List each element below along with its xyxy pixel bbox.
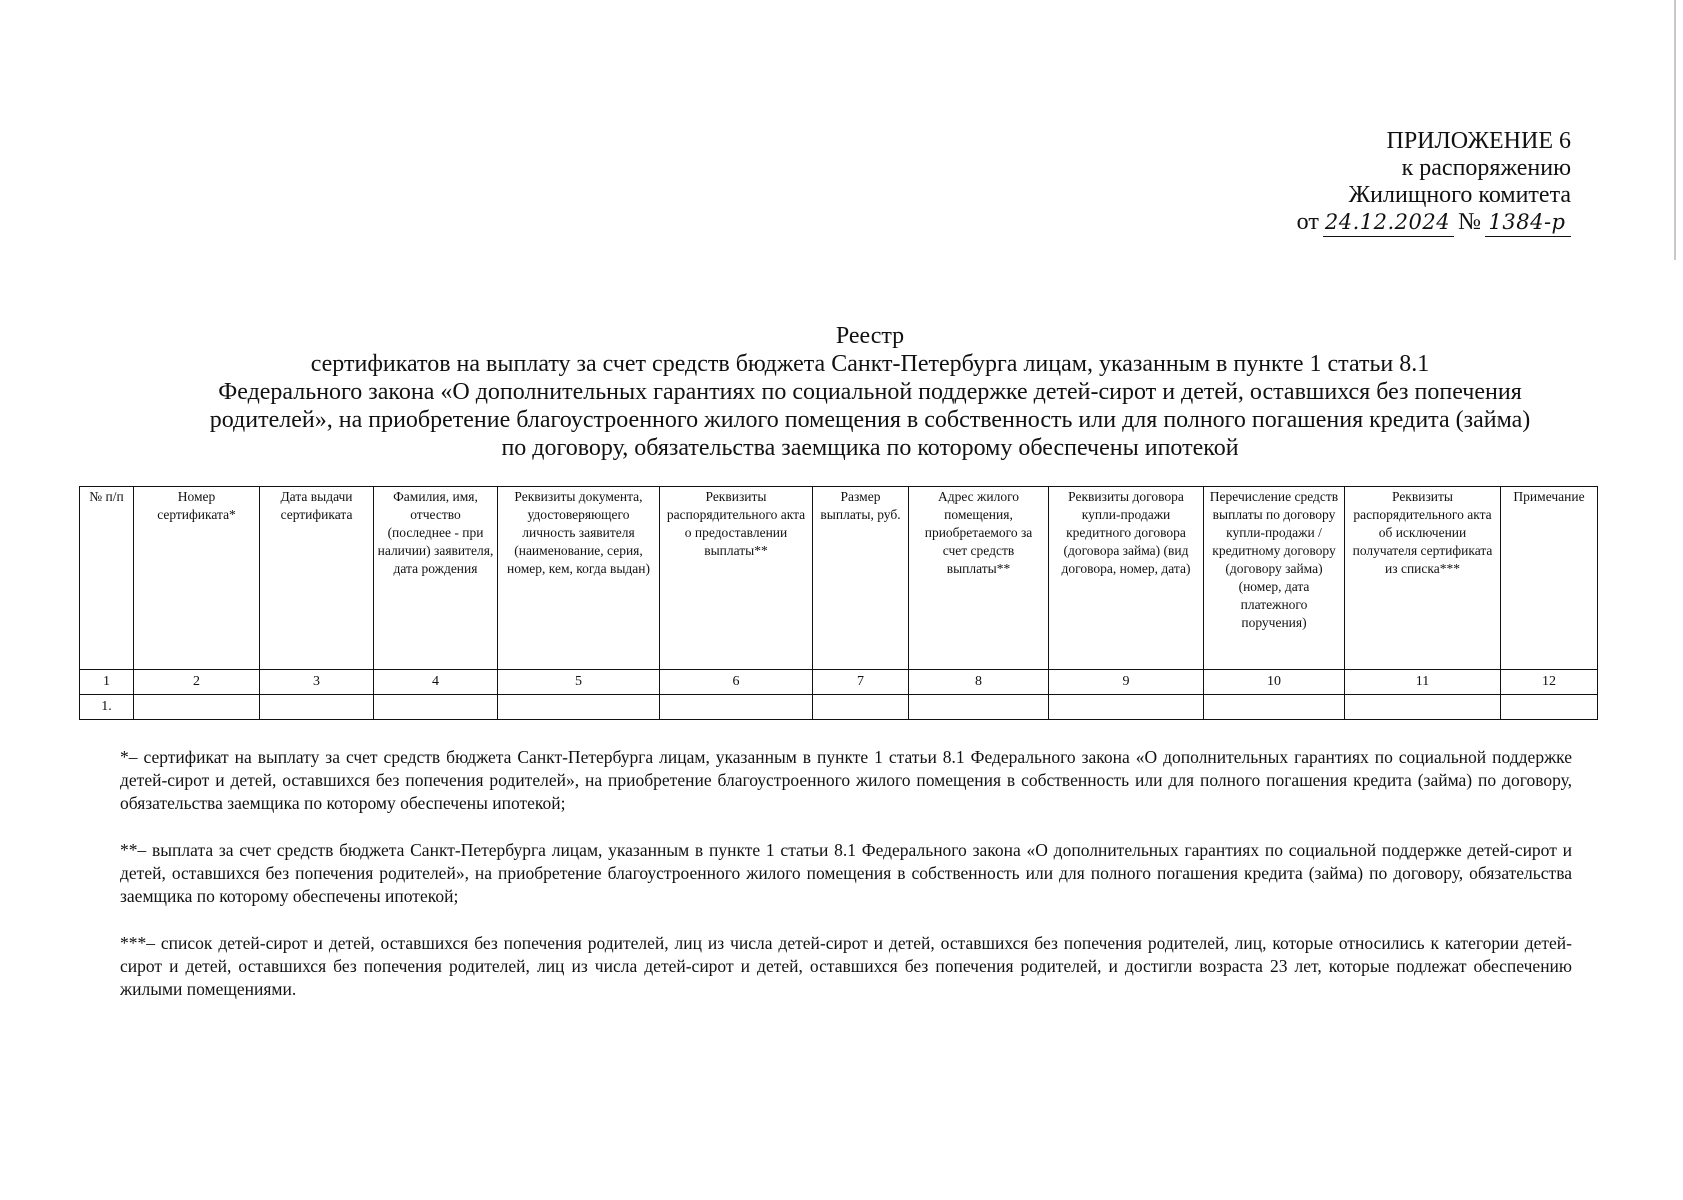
table-cell [1345,695,1501,720]
col-header-4: Фамилия, имя, отчество (последнее - при наличии) заявителя, дата рождения [374,487,498,670]
col-header-6: Реквизиты распорядительного акта о предоставлении выплаты** [660,487,813,670]
column-number: 8 [909,670,1049,695]
column-number: 11 [1345,670,1501,695]
col-header-11: Реквизиты распорядительного акта об исключении получателя сертификата из списка*** [1345,487,1501,670]
col-header-7: Размер выплаты, руб. [813,487,909,670]
column-number: 4 [374,670,498,695]
registry-table [79,486,1598,720]
table-cell [1049,695,1204,720]
column-number: 5 [498,670,660,695]
col-header-10: Перечисление средств выплаты по договору купли-продажи /кредитному договору (договору займа) (номер, дата платежного поручения) [1204,487,1345,670]
appendix-committee-line: Жилищного комитета [1348,182,1571,208]
column-number: 7 [813,670,909,695]
column-number: 10 [1204,670,1345,695]
table-cell [1501,695,1598,720]
footnote-1: *– сертификат на выплату за счет средств бюджета Санкт-Петербурга лицам, указанным в пункте 1 статьи 8.1 Федерального закона «О дополнительных гарантиях по социальной поддержке детей-сирот и детей, оставшихся без попечения родителей», на приобретение благоустроенного жилого помещения в собственность или для полного погашения кредита (займа) по договору, обязательства заемщика по которому обеспечены ипотекой; [120,747,1572,813]
scan-edge-line [1674,0,1676,260]
appendix-date-line [1241,209,1571,237]
column-number: 3 [260,670,374,695]
table-cell [909,695,1049,720]
col-header-2: Номер сертификата* [134,487,260,670]
table-cell [260,695,374,720]
appendix-header [1241,128,1571,237]
column-number: 9 [1049,670,1204,695]
footnotes [120,746,1572,1025]
column-number: 12 [1501,670,1598,695]
table-cell: 1. [80,695,134,720]
column-number: 6 [660,670,813,695]
column-number: 2 [134,670,260,695]
table-cell [374,695,498,720]
table-cell [134,695,260,720]
table-cell [1204,695,1345,720]
title-line-2: сертификатов на выплату за счет средств бюджета Санкт-Петербурга лицам, указанным в пункте 1 статьи 8.1 [310,351,1430,377]
title-line-4: родителей», на приобретение благоустроенного жилого помещения в собственность или для полного погашения кредита (займа) [209,407,1531,433]
table-row [80,695,1598,720]
from-label: от [1296,209,1319,235]
number-label: № [1458,209,1481,235]
col-header-1: № п/п [80,487,134,670]
col-header-3: Дата выдачи сертификата [260,487,374,670]
col-header-12: Примечание [1501,487,1598,670]
title-line-1: Реестр [835,323,905,349]
handwritten-number: 1384-р [1485,209,1571,237]
title-line-5: по договору, обязательства заемщика по которому обеспечены ипотекой [501,435,1239,461]
table-cell [813,695,909,720]
table-cell [498,695,660,720]
handwritten-date: 24.12.2024 [1323,209,1454,237]
appendix-order-line: к распоряжению [1401,155,1571,181]
column-number: 1 [80,670,134,695]
footnote-2: **– выплата за счет средств бюджета Санкт-Петербурга лицам, указанным в пункте 1 статьи 8.1 Федерального закона «О дополнительных гарантиях по социальной поддержке детей-сирот и детей, оставшихся без попечения родителей», на приобретение благоустроенного жилого помещения в собственность или для полного погашения кредита (займа) по договору, обязательства заемщика по которому обеспечены ипотекой; [120,840,1572,906]
title-line-3: Федерального закона «О дополнительных гарантиях по социальной поддержке детей-сирот и детей, оставшихся без попечения [218,379,1522,405]
document-title [150,322,1590,462]
table-cell [660,695,813,720]
appendix-title: ПРИЛОЖЕНИЕ 6 [1386,128,1571,154]
footnote-3: ***– список детей-сирот и детей, оставшихся без попечения родителей, лиц из числа детей-сирот и детей, оставшихся без попечения родителей, лиц, которые относились к категории детей-сирот и детей, оставшихся без попечения родителей, лиц из числа детей-сирот и детей, оставшихся без попечения родителей, и достигли возраста 23 лет, которые подлежат обеспечению жилыми помещениями. [120,933,1572,999]
header-row [80,487,1598,670]
col-header-9: Реквизиты договора купли-продажи кредитного договора (договора займа) (вид договора, номер, дата) [1049,487,1204,670]
column-number-row [80,670,1598,695]
col-header-8: Адрес жилого помещения, приобретаемого за счет средств выплаты** [909,487,1049,670]
col-header-5: Реквизиты документа, удостоверяющего личность заявителя (наименование, серия, номер, кем, когда выдан) [498,487,660,670]
